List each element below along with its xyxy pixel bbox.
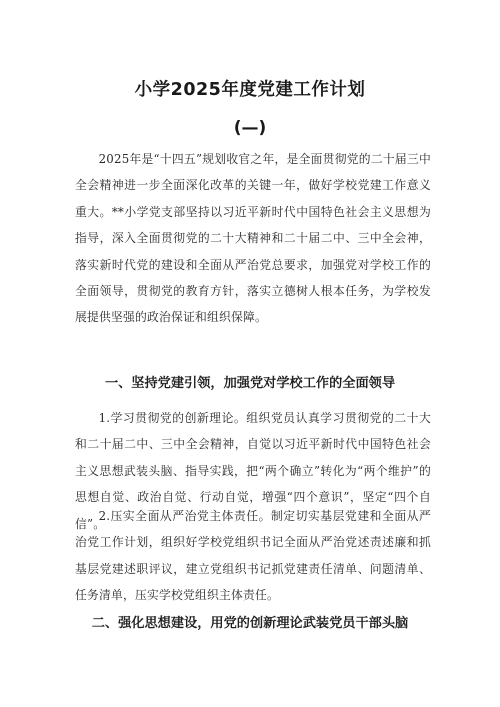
section1-item1-paragraph: 1.学习贯彻党的创新理论。组织党员认真学习贯彻党的二十大和二十届二中、三中全会精神，自觉以习近平新时代中国特色社会主义思想武装头脑、指导实践，把“两个确立”转化为“两个维护”的思想自觉、政治自觉、行动自觉，增强“四个意识”，坚定“四个自信”。	[75, 411, 431, 531]
section-heading-1: 一、坚持党建引领，加强党对学校工作的全面领导	[104, 376, 396, 391]
section-heading-2: 二、强化思想建设，用党的创新理论武装党员干部头脑	[91, 616, 409, 631]
document-title: 小学2025年度党建工作计划	[134, 80, 366, 100]
document-subtitle: (—)	[233, 118, 267, 138]
intro-paragraph: 2025年是“十四五”规划收官之年，是全面贯彻党的二十届三中全会精神进一步全面深化改革的关键一年，做好学校党建工作意义重大。**小学党支部坚持以习近平新时代中国特色社会主义思想为指导，深入全面贯彻党的二十大精神和二十届二中、三中全会神，落实新时代党的建设和全面从严治党总要求，加强党对学校工作的全面领导，贯彻党的教育方针，落实立德树人根本任务，为学校发展提供坚强的政治保证和组织保障。	[75, 152, 431, 325]
section1-item2-paragraph: 2.压实全面从严治党主体责任。制定切实基层党建和全面从严治党工作计划，组织好学校党组织书记全面从严治党述责述廉和抓基层党建述职评议，建立党组织书记抓党建责任清单、问题清单、任务清单，压实学校党组织主体责任。	[75, 509, 431, 603]
